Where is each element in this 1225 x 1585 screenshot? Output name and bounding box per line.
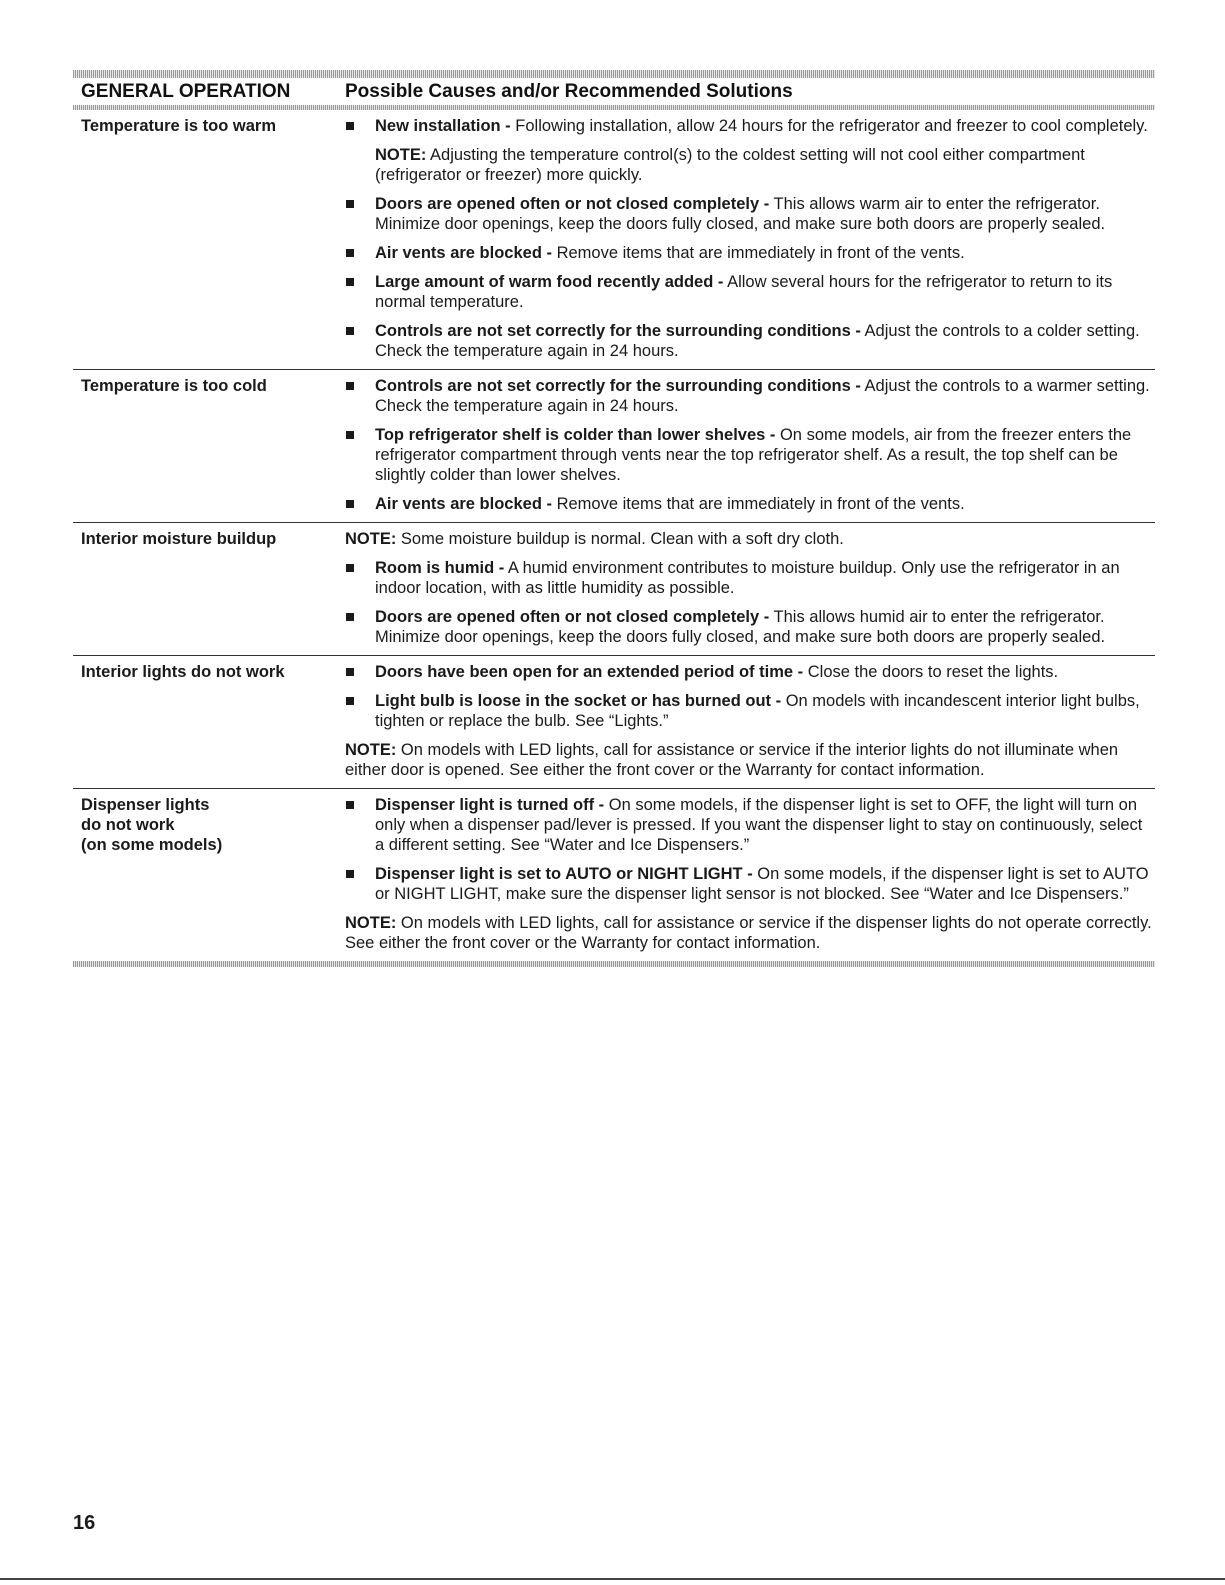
cause-label: Room is humid - (375, 559, 505, 577)
bullet-icon (346, 500, 354, 508)
cause-label: Top refrigerator shelf is colder than lower shelves - (375, 426, 776, 444)
solution-text: Adjust the controls to a warmer setting. Check the temperature again in 24 hours. (375, 377, 1150, 415)
note-text: On models with LED lights, call for assistance or service if the interior lights do not illuminate when either door is opened. See either the front cover or the Warranty for contact information. (345, 741, 1119, 779)
header-top-rule (73, 70, 1155, 78)
list-item (345, 376, 1155, 416)
list-item (345, 864, 1155, 904)
list-item (345, 243, 1155, 263)
cause-label: New installation - (375, 117, 511, 135)
list-item (345, 116, 1155, 136)
solution-text: On some models, air from the freezer enters the refrigerator compartment through vents near the top refrigerator shelf. As a result, the top shelf can be slightly colder than lower shelves. (375, 426, 1132, 484)
bullet-icon (346, 278, 354, 286)
solution-text: This allows warm air to enter the refrigerator. Minimize door openings, keep the doors fully closed, and make sure both doors are properly sealed. (375, 195, 1106, 233)
solutions-list (345, 795, 1155, 953)
list-item (345, 558, 1155, 598)
solution-text: Close the doors to reset the lights. (803, 663, 1059, 681)
bullet-icon (346, 564, 354, 572)
cause-label: Doors are opened often or not closed completely - (375, 608, 770, 626)
solutions-list (345, 376, 1155, 514)
list-item (345, 425, 1155, 485)
solution-text: On models with incandescent interior light bulbs, tighten or replace the bulb. See “Lights.” (375, 692, 1140, 730)
problem-title: Interior lights do not work (81, 663, 285, 681)
solution-text: Remove items that are immediately in front of the vents. (551, 244, 965, 262)
solution-text: Adjust the controls to a colder setting. Check the temperature again in 24 hours. (375, 322, 1140, 360)
cause-label: Doors are opened often or not closed completely - (375, 195, 770, 213)
note-label: NOTE: (375, 146, 427, 164)
note (345, 740, 1155, 780)
solutions-list (345, 116, 1155, 361)
solution-text: On some models, if the dispenser light is set to OFF, the light will turn on only when a dispenser pad/lever is pressed. If you want the dispenser light to stay on continuously, select a different setting. See “Water and Ice Dispensers.” (375, 796, 1143, 854)
page-bottom-rule (0, 1578, 1225, 1580)
section-temperature-too-warm (73, 110, 1155, 370)
note-text: Adjusting the temperature control(s) to the coldest setting will not cool either compartment (refrigerator or freezer) more quickly. (375, 146, 1085, 184)
problem-title: Interior moisture buildup (81, 530, 277, 548)
bullet-icon (346, 613, 354, 621)
note-label: NOTE: (345, 530, 397, 548)
cause-label: Light bulb is loose in the socket or has burned out - (375, 692, 782, 710)
bullet-icon (346, 200, 354, 208)
solution-text: Remove items that are immediately in front of the vents. (551, 495, 965, 513)
page-number: 16 (73, 1512, 96, 1534)
problem-title: Temperature is too warm (81, 117, 276, 135)
list-item (345, 194, 1155, 234)
note-text: Some moisture buildup is normal. Clean with a soft dry cloth. (396, 530, 844, 548)
cause-label: Controls are not set correctly for the surrounding conditions - (375, 377, 861, 395)
note (345, 529, 1155, 549)
list-item (345, 321, 1155, 361)
solution-text: Allow several hours for the refrigerator to return to its normal temperature. (375, 273, 1113, 311)
section-interior-lights (73, 656, 1155, 789)
solution-text: This allows humid air to enter the refrigerator. Minimize door openings, keep the doors fully closed, and make sure both doors are properly sealed. (375, 608, 1106, 646)
bullet-icon (346, 382, 354, 390)
bullet-icon (346, 327, 354, 335)
cause-label: Air vents are blocked - (375, 244, 552, 262)
list-item (345, 607, 1155, 647)
cause-label: Large amount of warm food recently added - (375, 273, 724, 291)
cause-label: Air vents are blocked - (375, 495, 552, 513)
problem-title: Temperature is too cold (81, 377, 267, 395)
section-interior-moisture (73, 523, 1155, 656)
solutions-list (345, 662, 1155, 780)
bullet-icon (346, 122, 354, 130)
solutions-list (345, 529, 1155, 647)
list-item (345, 662, 1155, 682)
bullet-icon (346, 431, 354, 439)
list-item (345, 272, 1155, 312)
section-temperature-too-cold (73, 370, 1155, 523)
bullet-icon (346, 870, 354, 878)
bullet-icon (346, 697, 354, 705)
table-header (73, 78, 1155, 105)
cause-label: Controls are not set correctly for the surrounding conditions - (375, 322, 861, 340)
solution-text: A humid environment contributes to moisture buildup. Only use the refrigerator in an indoor location, with as little humidity as possible. (375, 559, 1120, 597)
note (345, 913, 1155, 953)
cause-label: Doors have been open for an extended period of time - (375, 663, 804, 681)
bullet-icon (346, 249, 354, 257)
note-label: NOTE: (345, 914, 397, 932)
solution-text: Following installation, allow 24 hours for the refrigerator and freezer to cool completely. (510, 117, 1148, 135)
cause-label: Dispenser light is turned off - (375, 796, 605, 814)
list-item (345, 691, 1155, 731)
bullet-icon (346, 801, 354, 809)
solution-text: On some models, if the dispenser light is set to AUTO or NIGHT LIGHT, make sure the dispenser light sensor is not blocked. See “Water and Ice Dispensers.” (375, 865, 1149, 903)
problem-title: Dispenser lights do not work (on some models) (81, 796, 223, 854)
note (345, 145, 1155, 185)
cause-label: Dispenser light is set to AUTO or NIGHT LIGHT - (375, 865, 753, 883)
troubleshooting-table (73, 70, 1155, 967)
bullet-icon (346, 668, 354, 676)
note-text: On models with LED lights, call for assistance or service if the dispenser lights do not operate correctly. See either the front cover or the Warranty for contact information. (345, 914, 1152, 952)
header-general-operation: GENERAL OPERATION (81, 80, 291, 102)
note-label: NOTE: (345, 741, 397, 759)
list-item (345, 795, 1155, 855)
list-item (345, 494, 1155, 514)
section-dispenser-lights (73, 789, 1155, 961)
header-causes-solutions: Possible Causes and/or Recommended Solutions (345, 80, 793, 102)
table-bottom-rule (73, 961, 1155, 967)
